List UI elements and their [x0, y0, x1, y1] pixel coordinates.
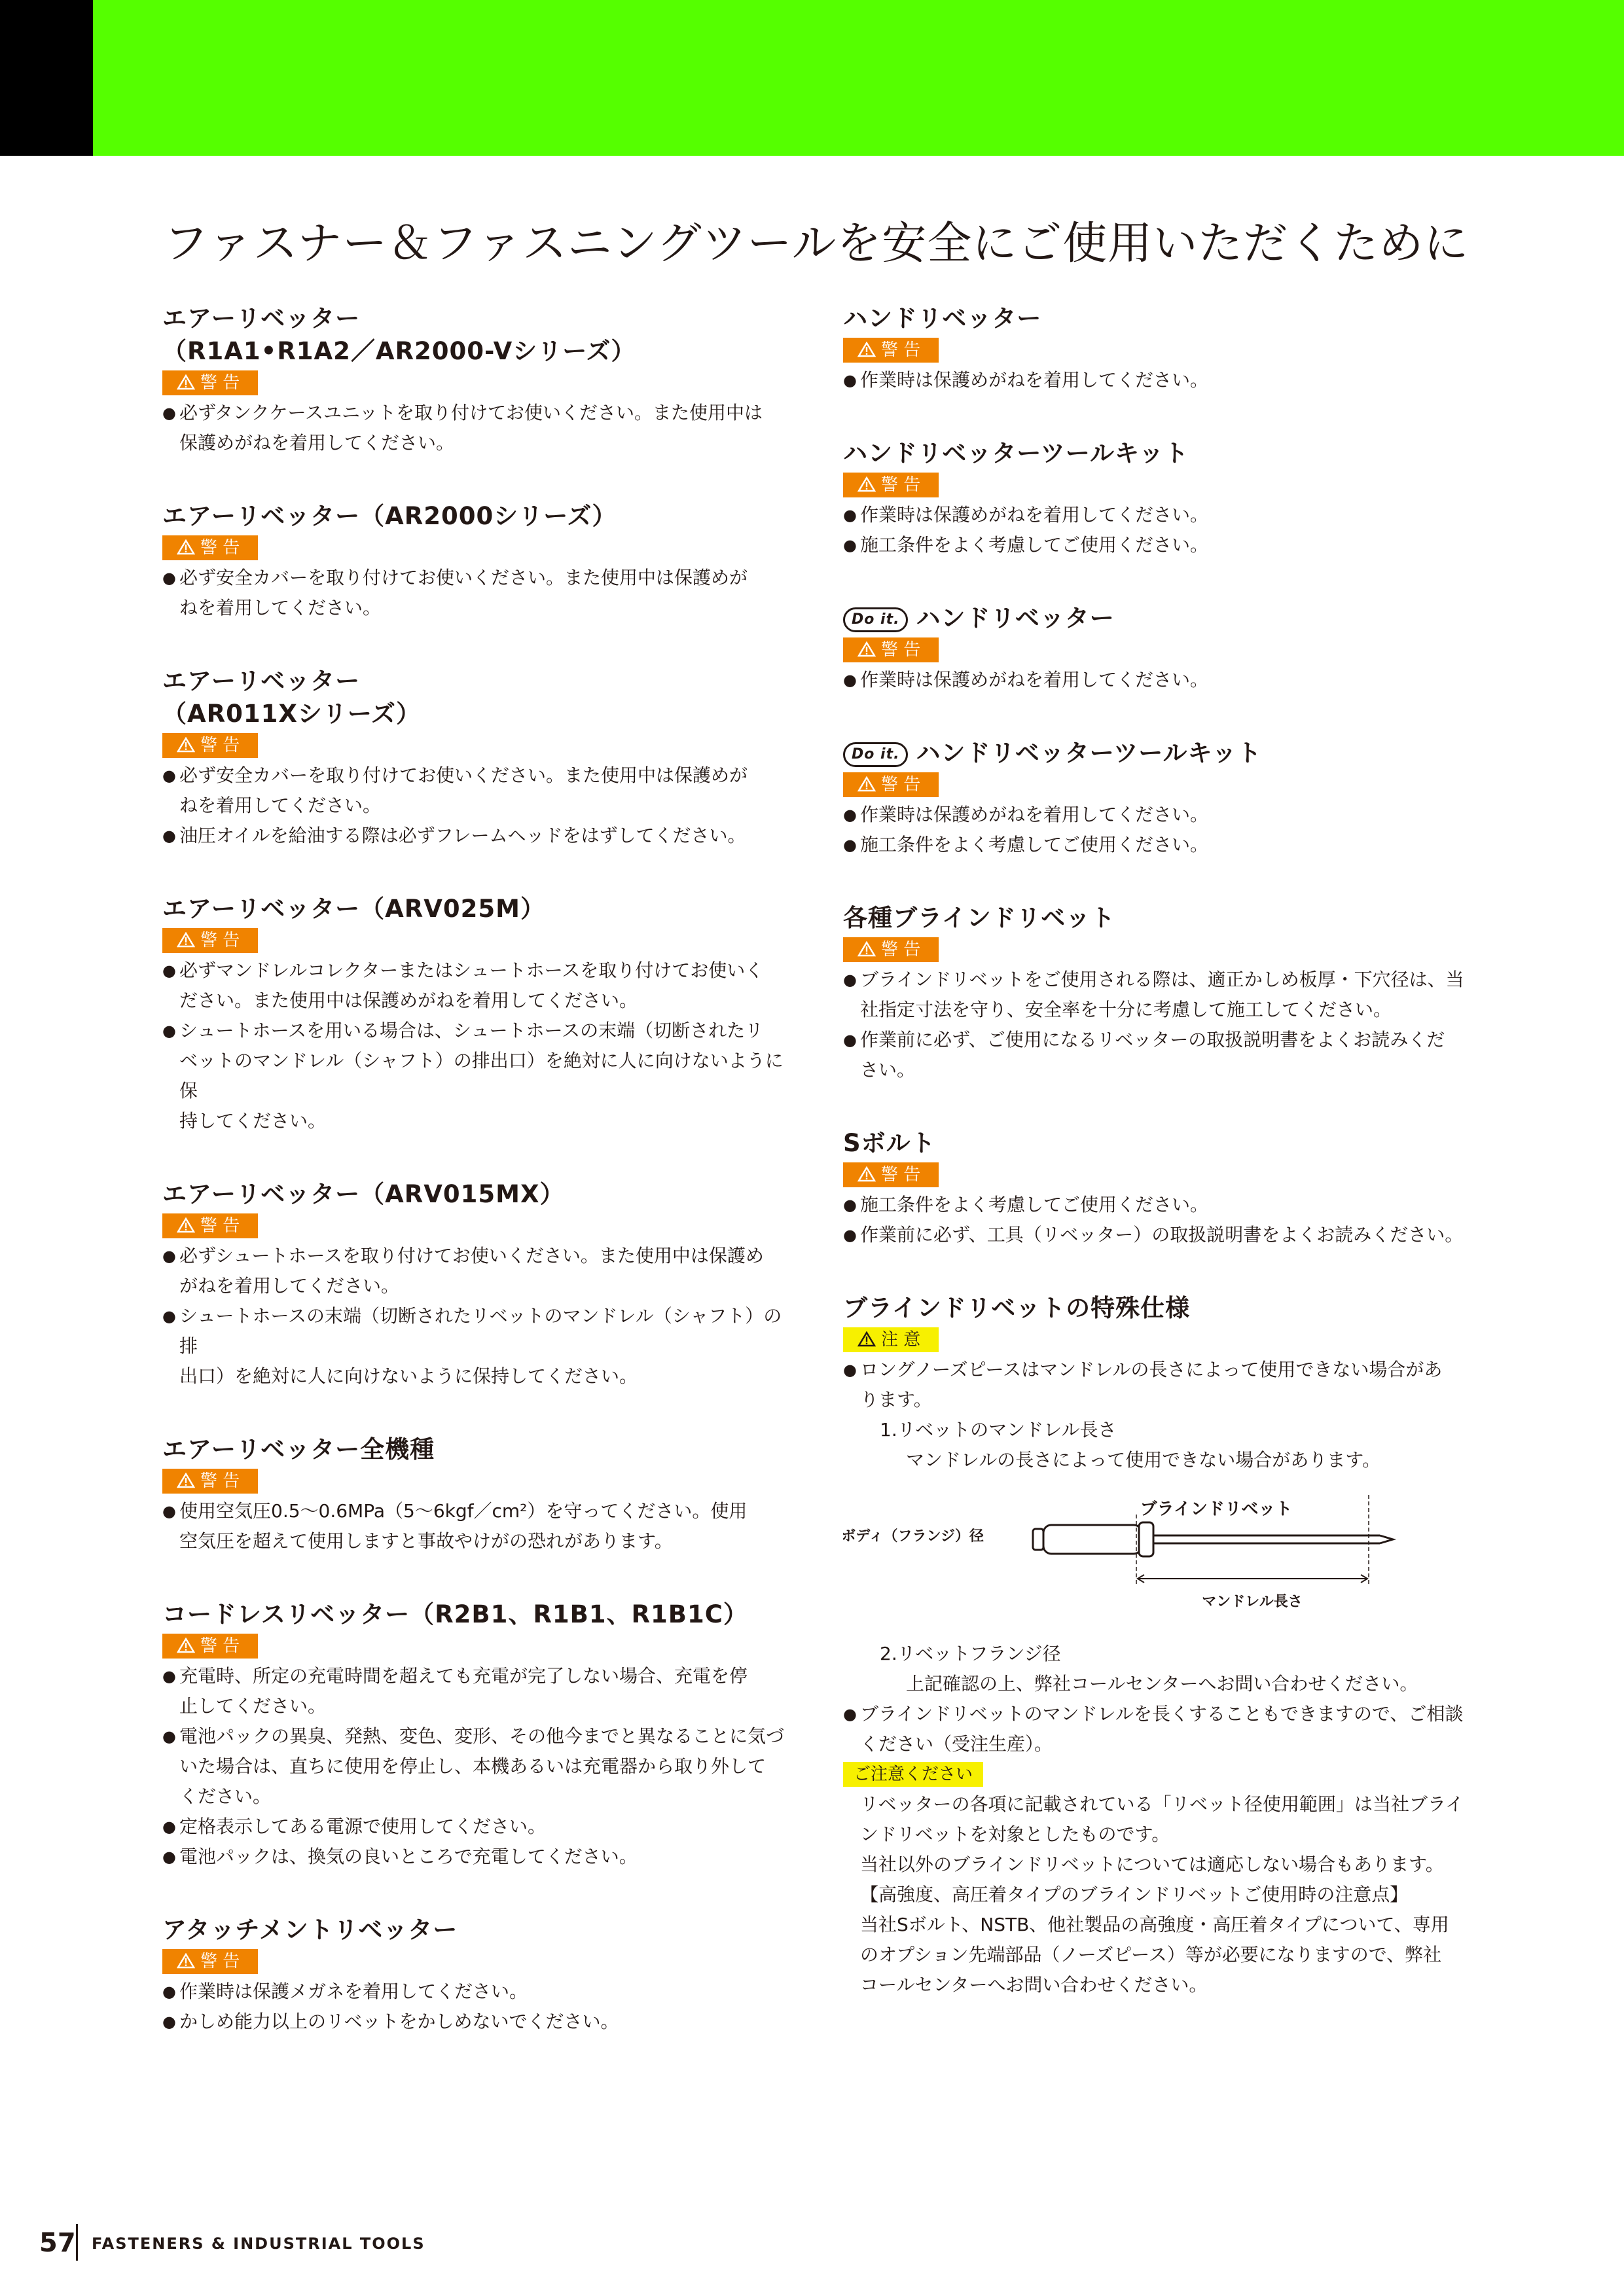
- section-title: エアーリベッター: [162, 304, 361, 332]
- section-arv025m: [162, 893, 784, 1136]
- doit-logo: Do it.: [843, 607, 908, 632]
- list-item-cont: さい。: [860, 1059, 916, 1081]
- warning-badge: 警 告: [162, 1634, 258, 1659]
- section-hand-riveter: [843, 302, 1471, 395]
- section-title: エアーリベッター（ARV015MX）: [162, 1180, 565, 1208]
- sub-text: マンドレルの長さによって使用できない場合があります。: [906, 1449, 1381, 1471]
- section-hand-riveter-kit: [843, 437, 1471, 560]
- list-item: ● ブラインドリベットをご使用される際は、適正かしめ板厚・下穴径は、当: [843, 965, 1471, 995]
- page-number: 57: [39, 2228, 76, 2258]
- notice-text: 【高強度、高圧着タイプのブラインドリベットご使用時の注意点】: [860, 1884, 1409, 1905]
- section-ar-r1a1: [162, 302, 784, 458]
- section-title: エアーリベッター全機種: [162, 1435, 435, 1463]
- warning-badge: 警 告: [162, 1213, 258, 1238]
- list-item: ● 電池パックは、換気の良いところで充電してください。: [162, 1842, 784, 1872]
- list-item-cont: ねを着用してください。: [179, 795, 382, 816]
- section-title: ハンドリベッター: [843, 304, 1042, 332]
- notice-text: 当社Sボルト、NSTB、他社製品の高強度・高圧着タイプについて、専用: [860, 1914, 1449, 1935]
- section-title: アタッチメントリベッター: [162, 1916, 458, 1944]
- right-column: [843, 302, 1471, 2042]
- list-item-cont: 社指定寸法を守り、安全率を十分に考慮して施工してください。: [860, 999, 1392, 1020]
- list-item: ● 使用空気圧0.5〜0.6MPa（5〜6kgf／cm²）を守ってください。使用: [162, 1496, 784, 1526]
- warning-badge: 警 告: [162, 535, 258, 560]
- rivet-diagram: [843, 1488, 1471, 1619]
- warning-triangle-icon: [177, 374, 195, 390]
- warning-badge: 警 告: [843, 338, 939, 363]
- section-title: 各種ブラインドリベット: [843, 904, 1116, 932]
- warning-triangle-icon: [857, 1166, 876, 1182]
- warning-badge: 警 告: [843, 473, 939, 497]
- notice-text: リベッターの各項に記載されている「リベット径使用範囲」は当社ブライ: [860, 1793, 1464, 1815]
- section-attachment: [162, 1914, 784, 2037]
- body-label: ボディ（フランジ）径: [843, 1528, 984, 1545]
- list-item: ● 充電時、所定の充電時間を超えても充電が完了しない場合、充電を停: [162, 1661, 784, 1691]
- warning-badge: 警 告: [843, 772, 939, 797]
- list-item: ● ブラインドリベットのマンドレルを長くすることもできますので、ご相談: [843, 1699, 1471, 1729]
- list-item: ● かしめ能力以上のリベットをかしめないでください。: [162, 2007, 784, 2037]
- rivet-label: ブラインドリベット: [1140, 1499, 1293, 1519]
- warning-triangle-icon: [857, 776, 876, 792]
- warning-triangle-icon: [177, 1217, 195, 1233]
- list-item-cont: いた場合は、直ちに使用を停止し、本機あるいは充電器から取り外して: [179, 1755, 767, 1777]
- list-item-cont: 出口）を絶対に人に向けないように保持してください。: [179, 1365, 638, 1387]
- warning-badge: 警 告: [162, 928, 258, 953]
- list-item: ● 施工条件をよく考慮してご使用ください。: [843, 530, 1471, 560]
- section-all-models: [162, 1433, 784, 1556]
- warning-badge: 警 告: [843, 937, 939, 962]
- mandrel-tip: [1380, 1535, 1393, 1543]
- list-item: ● 必ずタンクケースユニットを取り付けてお使いください。また使用中は: [162, 398, 784, 428]
- warning-triangle-icon: [857, 941, 876, 957]
- section-title: エアーリベッター: [162, 667, 361, 695]
- section-blind-rivets: [843, 902, 1471, 1085]
- warning-triangle-icon: [177, 1638, 195, 1653]
- section-cordless: [162, 1598, 784, 1872]
- warning-badge: 警 告: [162, 370, 258, 395]
- warning-triangle-icon: [857, 476, 876, 492]
- warning-badge: 警 告: [843, 637, 939, 662]
- list-item: ● 必ずシュートホースを取り付けてお使いください。また使用中は保護め: [162, 1241, 784, 1271]
- section-s-bolt: [843, 1127, 1471, 1250]
- section-doit-hand-riveter-kit: [843, 737, 1471, 860]
- notice-text: 当社以外のブラインドリベットについては適応しない場合もあります。: [860, 1854, 1444, 1875]
- list-item-cont: 保護めがねを着用してください。: [179, 432, 455, 454]
- caution-badge: 注 意: [843, 1327, 939, 1352]
- notice-text: コールセンターへお問い合わせください。: [860, 1974, 1208, 1996]
- warning-triangle-icon: [857, 1331, 876, 1347]
- warning-triangle-icon: [177, 737, 195, 753]
- notice-badge: ご注意ください: [843, 1762, 983, 1787]
- section-special-spec: [843, 1292, 1471, 2000]
- warning-triangle-icon: [177, 539, 195, 555]
- list-item: ● 作業時は保護めがねを着用してください。: [843, 365, 1471, 395]
- mandrel-label: マンドレル長さ: [1202, 1594, 1303, 1610]
- section-title: Sボルト: [843, 1129, 936, 1157]
- list-item: ● シュートホースを用いる場合は、シュートホースの末端（切断されたリ: [162, 1016, 784, 1046]
- rivet-body: [1043, 1525, 1142, 1554]
- header-green-band: [93, 0, 1624, 156]
- left-column: [162, 302, 784, 2079]
- sub-heading: 2.リベットフランジ径: [880, 1643, 1061, 1664]
- section-title: Do it. ハンドリベッターツールキット: [843, 737, 1471, 770]
- list-item-cont: ベットのマンドレル（シャフト）の排出口）を絶対に人に向けないように保: [179, 1050, 784, 1102]
- list-item-cont: 止してください。: [179, 1695, 327, 1717]
- section-title-sub: （AR011Xシリーズ）: [162, 700, 422, 728]
- list-item-cont: ります。: [860, 1389, 932, 1410]
- list-item-cont: 持してください。: [179, 1110, 327, 1132]
- section-title: エアーリベッター（AR2000シリーズ）: [162, 502, 617, 530]
- list-item: ● 作業時は保護めがねを着用してください。: [843, 665, 1471, 695]
- warning-badge: 警 告: [162, 733, 258, 758]
- section-title-sub: （R1A1•R1A2／AR2000-Vシリーズ）: [162, 337, 636, 365]
- list-item: ● シュートホースの末端（切断されたリベットのマンドレル（シャフト）の排: [162, 1301, 784, 1361]
- rivet-flange: [1139, 1522, 1153, 1556]
- doit-logo: Do it.: [843, 742, 908, 767]
- section-title: エアーリベッター（ARV025M）: [162, 895, 545, 923]
- list-item-cont: ください（受注生産）。: [860, 1733, 1053, 1755]
- section-arv015mx: [162, 1178, 784, 1391]
- list-item: ● 作業時は保護めがねを着用してください。: [843, 500, 1471, 530]
- notice-text: のオプション先端部品（ノーズピース）等が必要になりますので、弊社: [860, 1944, 1442, 1965]
- list-item: ● 電池パックの異臭、発熱、変色、変形、その他今までと異なることに気づ: [162, 1721, 784, 1751]
- section-ar011x: [162, 665, 784, 851]
- page-title: ファスナー＆ファスニングツールを安全にご使用いただくために: [164, 218, 1470, 270]
- footer-text: FASTENERS & INDUSTRIAL TOOLS: [92, 2234, 425, 2253]
- sub-heading: 1.リベットのマンドレル長さ: [880, 1419, 1117, 1441]
- list-item: ● 定格表示してある電源で使用してください。: [162, 1812, 784, 1842]
- list-item: ● 施工条件をよく考慮してご使用ください。: [843, 830, 1471, 860]
- list-item: ● 作業時は保護めがねを着用してください。: [843, 800, 1471, 830]
- list-item: ● 油圧オイルを給油する際は必ずフレームヘッドをはずしてください。: [162, 821, 784, 851]
- section-title: ブラインドリベットの特殊仕様: [843, 1294, 1191, 1322]
- rivet-body-back: [1033, 1529, 1043, 1550]
- section-title: コードレスリベッター（R2B1、R1B1、R1B1C）: [162, 1600, 748, 1628]
- notice-text: ンドリベットを対象としたものです。: [860, 1823, 1170, 1845]
- warning-badge: 警 告: [843, 1162, 939, 1187]
- warning-badge: 警 告: [162, 1469, 258, 1494]
- list-item-cont: 空気圧を超えて使用しますと事故やけがの恐れがあります。: [179, 1530, 673, 1552]
- warning-triangle-icon: [857, 342, 876, 357]
- rivet-diagram-svg: [843, 1488, 1471, 1619]
- warning-triangle-icon: [177, 1953, 195, 1969]
- list-item-cont: ねを着用してください。: [179, 597, 382, 619]
- warning-badge: 警 告: [162, 1949, 258, 1974]
- list-item-cont: ください。: [179, 1785, 272, 1807]
- section-title: ハンドリベッターツールキット: [843, 439, 1189, 467]
- list-item: ● 作業前に必ず、工具（リベッター）の取扱説明書をよくお読みください。: [843, 1220, 1471, 1250]
- section-title: Do it. ハンドリベッター: [843, 602, 1471, 635]
- list-item: ● 必ず安全カバーを取り付けてお使いください。また使用中は保護めが: [162, 563, 784, 593]
- warning-triangle-icon: [177, 1473, 195, 1488]
- section-ar2000: [162, 500, 784, 623]
- list-item-cont: がねを着用してください。: [179, 1275, 400, 1297]
- list-item: ● 必ず安全カバーを取り付けてお使いください。また使用中は保護めが: [162, 761, 784, 791]
- footer-divider: [76, 2224, 78, 2261]
- sub-text: 上記確認の上、弊社コールセンターへお問い合わせください。: [906, 1673, 1418, 1695]
- list-item: ● 必ずマンドレルコレクターまたはシュートホースを取り付けてお使いく: [162, 956, 784, 986]
- list-item: ● 作業時は保護メガネを着用してください。: [162, 1977, 784, 2007]
- header-black-block: [0, 0, 93, 156]
- list-item: ● ロングノーズピースはマンドレルの長さによって使用できない場合があ: [843, 1355, 1471, 1385]
- warning-triangle-icon: [857, 641, 876, 657]
- list-item: ● 施工条件をよく考慮してご使用ください。: [843, 1190, 1471, 1220]
- section-doit-hand-riveter: [843, 602, 1471, 695]
- list-item-cont: ださい。また使用中は保護めがねを着用してください。: [179, 990, 638, 1011]
- list-item: ● 作業前に必ず、ご使用になるリベッターの取扱説明書をよくお読みくだ: [843, 1025, 1471, 1055]
- warning-triangle-icon: [177, 932, 195, 948]
